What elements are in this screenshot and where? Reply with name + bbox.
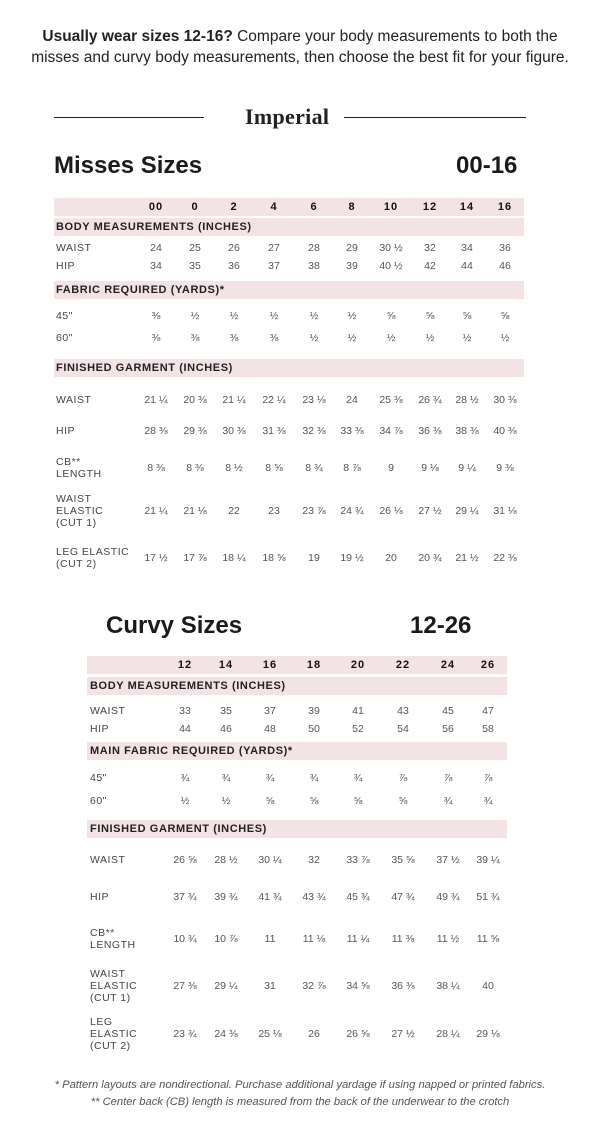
footnote-1: * Pattern layouts are nondirectional. Purchase additional yardage if using napped or printed fabrics. [54, 1079, 546, 1091]
table-cell: 39 ¾ [214, 891, 238, 903]
table-cell: 35 [220, 705, 232, 717]
table-cell: ⅜ [269, 332, 279, 344]
table-cell: 40 [482, 980, 494, 992]
table-cell: 46 [220, 723, 232, 735]
table-cell: 40 ½ [379, 260, 403, 272]
table-cell: 17 ½ [144, 552, 168, 564]
table-cell: 18 ¼ [222, 552, 246, 564]
row-label: WAIST ELASTIC (CUT 1) [56, 493, 104, 529]
row-label: HIP [90, 891, 110, 903]
table-cell: 24 [346, 394, 358, 406]
table-cell: ½ [309, 332, 319, 344]
table-cell: 9 ⅛ [421, 462, 439, 474]
row-label: 45" [90, 772, 107, 784]
table-cell: ½ [386, 332, 396, 344]
table-cell: 29 ⅜ [183, 425, 207, 437]
table-cell: ½ [347, 332, 357, 344]
table-cell: 48 [264, 723, 276, 735]
table-cell: 23 ⅛ [302, 394, 326, 406]
table-cell: 17 ⅞ [183, 552, 207, 564]
intro-line2: misses and curvy body measurements, then choose the best fit for your figure. [31, 49, 569, 66]
table-cell: 24 [150, 242, 162, 254]
table-cell: 26 [308, 1028, 320, 1040]
table-cell: 23 [268, 505, 280, 517]
row-label: LEG ELASTIC (CUT 2) [56, 546, 130, 570]
table-cell: 21 ¼ [144, 505, 168, 517]
table-cell: ⅜ [151, 332, 161, 344]
row-label: WAIST ELASTIC (CUT 1) [90, 968, 138, 1004]
table-cell: 26 ¾ [418, 394, 442, 406]
table-cell: 33 [179, 705, 191, 717]
row-label: 60" [56, 332, 73, 344]
table-cell: ⅞ [483, 772, 493, 784]
table-cell: 11 ⅝ [476, 933, 500, 945]
table-cell: 36 [499, 242, 511, 254]
size-column-header: 16 [262, 659, 278, 671]
table-cell: 19 [308, 552, 320, 564]
size-column-header: 12 [177, 659, 193, 671]
size-column-header: 14 [218, 659, 234, 671]
size-column-header: 18 [306, 659, 322, 671]
table-cell: 50 [308, 723, 320, 735]
section-header: BODY MEASUREMENTS (INCHES) [56, 221, 252, 233]
table-cell: 34 ⅞ [379, 425, 403, 437]
table-cell: ¾ [221, 772, 231, 784]
table-cell: ½ [269, 310, 279, 322]
table-cell: ⅝ [425, 310, 435, 322]
table-cell: 32 ⅞ [302, 980, 326, 992]
table-cell: 37 [264, 705, 276, 717]
divider-right [344, 117, 526, 118]
table-cell: 21 ⅛ [183, 505, 207, 517]
table-cell: ½ [221, 795, 231, 807]
table-cell: 34 [150, 260, 162, 272]
table-cell: 31 [264, 980, 276, 992]
table-cell: 29 ⅛ [476, 1028, 500, 1040]
table-cell: 28 ½ [214, 854, 238, 866]
table-cell: 9 [388, 462, 394, 474]
table-cell: 37 [268, 260, 280, 272]
table-cell: 36 ⅜ [418, 425, 442, 437]
table-cell: 42 [424, 260, 436, 272]
table-cell: 10 ¾ [173, 933, 197, 945]
table-cell: 28 ¼ [436, 1028, 460, 1040]
table-cell: 26 ⅝ [173, 854, 197, 866]
table-cell: 45 [442, 705, 454, 717]
table-cell: 56 [442, 723, 454, 735]
table-cell: 8 ⅜ [186, 462, 204, 474]
size-column-header: 00 [148, 201, 164, 213]
table-cell: ¾ [483, 795, 493, 807]
table-cell: 27 ½ [391, 1028, 415, 1040]
table-cell: 24 ¾ [340, 505, 364, 517]
table-cell: 30 ⅜ [222, 425, 246, 437]
row-label: WAIST [56, 394, 92, 406]
table-cell: 40 ⅜ [493, 425, 517, 437]
table-cell: ⅝ [500, 310, 510, 322]
size-column-header: 4 [270, 201, 278, 213]
table-cell: ⅝ [462, 310, 472, 322]
table-cell: 58 [482, 723, 494, 735]
row-label: 60" [90, 795, 107, 807]
size-column-header: 26 [480, 659, 496, 671]
table-cell: ¾ [265, 772, 275, 784]
table-cell: 43 [397, 705, 409, 717]
table-cell: ¾ [353, 772, 363, 784]
table-cell: 27 ½ [418, 505, 442, 517]
table-cell: ⅜ [229, 332, 239, 344]
table-cell: 32 [424, 242, 436, 254]
table-cell: 41 ¾ [258, 891, 282, 903]
table-cell: 21 ½ [455, 552, 479, 564]
row-label: WAIST [90, 705, 126, 717]
table-cell: ⅜ [190, 332, 200, 344]
table-cell: 11 ⅜ [391, 933, 415, 945]
size-column-header: 8 [348, 201, 356, 213]
table-cell: ¾ [180, 772, 190, 784]
table-cell: 11 ¼ [346, 933, 370, 945]
row-label: CB** LENGTH [56, 456, 102, 480]
table-cell: 29 ¼ [214, 980, 238, 992]
row-label: CB** LENGTH [90, 927, 136, 951]
table-cell: 18 ⅝ [262, 552, 286, 564]
size-column-header: 14 [459, 201, 475, 213]
table-cell: 22 ⅜ [493, 552, 517, 564]
table-cell: 27 ⅜ [173, 980, 197, 992]
table-cell: 34 ⅝ [346, 980, 370, 992]
table-cell: 39 ¼ [476, 854, 500, 866]
table-cell: ⅝ [353, 795, 363, 807]
curvy-title: Curvy Sizes [106, 612, 243, 639]
table-cell: ½ [229, 310, 239, 322]
row-label: LEG ELASTIC (CUT 2) [90, 1016, 138, 1052]
section-header: MAIN FABRIC REQUIRED (YARDS)* [90, 745, 293, 757]
row-label: HIP [56, 260, 76, 272]
table-cell: 20 [385, 552, 397, 564]
table-cell: 20 ⅜ [183, 394, 207, 406]
table-cell: ⅝ [398, 795, 408, 807]
table-cell: 25 ⅛ [258, 1028, 282, 1040]
size-column-header: 16 [497, 201, 513, 213]
table-cell: 19 ½ [340, 552, 364, 564]
table-cell: 39 [308, 705, 320, 717]
table-cell: 22 ¼ [262, 394, 286, 406]
table-cell: 25 ⅜ [379, 394, 403, 406]
table-cell: 32 ⅜ [302, 425, 326, 437]
table-cell: 11 ½ [436, 933, 460, 945]
table-cell: 54 [397, 723, 409, 735]
row-label: 45" [56, 310, 73, 322]
table-cell: 36 [228, 260, 240, 272]
table-cell: 24 ⅜ [214, 1028, 238, 1040]
intro-line1: Compare your body measurements to both the [232, 28, 558, 45]
table-cell: 32 [308, 854, 320, 866]
table-cell: 27 [268, 242, 280, 254]
table-cell: 51 ¾ [476, 891, 500, 903]
table-cell: 28 ⅜ [144, 425, 168, 437]
table-cell: 34 [461, 242, 473, 254]
table-cell: 26 [228, 242, 240, 254]
table-cell: 21 ¼ [222, 394, 246, 406]
table-cell: ½ [309, 310, 319, 322]
size-column-header: 0 [191, 201, 199, 213]
table-cell: 30 ⅜ [493, 394, 517, 406]
table-cell: 33 ⅞ [346, 854, 370, 866]
table-cell: 37 ½ [436, 854, 460, 866]
table-cell: ⅝ [309, 795, 319, 807]
table-cell: ⅞ [443, 772, 453, 784]
row-label: WAIST [56, 242, 92, 254]
intro-bold: Usually wear sizes 12-16? [42, 28, 233, 45]
table-cell: ½ [425, 332, 435, 344]
section-header: BODY MEASUREMENTS (INCHES) [90, 680, 286, 692]
row-label: WAIST [90, 854, 126, 866]
table-cell: 28 [308, 242, 320, 254]
table-cell: 37 ¾ [173, 891, 197, 903]
table-cell: 47 ¾ [391, 891, 415, 903]
table-cell: ⅞ [398, 772, 408, 784]
table-cell: 11 [264, 933, 276, 945]
table-cell: 35 ⅝ [391, 854, 415, 866]
table-cell: 8 ½ [225, 462, 243, 474]
table-cell: 29 ¼ [455, 505, 479, 517]
size-column-header: 24 [440, 659, 456, 671]
table-cell: 21 ¼ [144, 394, 168, 406]
table-cell: 8 ¾ [305, 462, 323, 474]
table-cell: 45 ¾ [346, 891, 370, 903]
table-cell: 43 ¾ [302, 891, 326, 903]
table-cell: 30 ½ [379, 242, 403, 254]
misses-title: Misses Sizes [54, 152, 203, 179]
size-column-header: 6 [310, 201, 318, 213]
table-cell: 23 ⅞ [302, 505, 326, 517]
table-cell: 31 ⅛ [493, 505, 517, 517]
section-header: FINISHED GARMENT (INCHES) [56, 362, 233, 374]
table-cell: 29 [346, 242, 358, 254]
table-cell: 35 [189, 260, 201, 272]
table-cell: 39 [346, 260, 358, 272]
table-cell: ⅝ [386, 310, 396, 322]
table-cell: ½ [180, 795, 190, 807]
size-column-header: 20 [350, 659, 366, 671]
divider-left [54, 117, 204, 118]
unit-heading-text: Imperial [245, 104, 330, 129]
row-label: HIP [90, 723, 110, 735]
section-header: FABRIC REQUIRED (YARDS)* [56, 284, 225, 296]
size-column-header: 2 [230, 201, 238, 213]
table-cell: 38 ¼ [436, 980, 460, 992]
table-cell: 46 [499, 260, 511, 272]
section-header: FINISHED GARMENT (INCHES) [90, 823, 267, 835]
table-cell: ½ [190, 310, 200, 322]
table-cell: 30 ¼ [258, 854, 282, 866]
misses-range: 00-16 [456, 152, 518, 179]
table-cell: 33 ⅜ [340, 425, 364, 437]
table-cell: 28 ½ [455, 394, 479, 406]
table-cell: 9 ¼ [458, 462, 476, 474]
table-cell: 22 [228, 505, 240, 517]
table-cell: 8 ⅞ [343, 462, 361, 474]
table-cell: 47 [482, 705, 494, 717]
table-cell: ¾ [309, 772, 319, 784]
size-column-header: 10 [383, 201, 399, 213]
footnote-2: ** Center back (CB) length is measured from the back of the underwear to the crotch [90, 1096, 510, 1108]
table-cell: 38 [308, 260, 320, 272]
table-cell: 44 [179, 723, 191, 735]
table-cell: ½ [462, 332, 472, 344]
table-cell: ¾ [443, 795, 453, 807]
table-cell: 26 ⅝ [346, 1028, 370, 1040]
curvy-range: 12-26 [410, 612, 472, 639]
table-cell: 38 ⅜ [455, 425, 479, 437]
table-cell: 52 [352, 723, 364, 735]
table-cell: 20 ¾ [418, 552, 442, 564]
table-cell: 41 [352, 705, 364, 717]
table-cell: 8 ⅜ [147, 462, 165, 474]
table-cell: 11 ⅛ [302, 933, 326, 945]
unit-heading [54, 104, 526, 130]
row-label: HIP [56, 425, 76, 437]
table-cell: 49 ¾ [436, 891, 460, 903]
size-column-header: 12 [422, 201, 438, 213]
table-cell: 44 [461, 260, 473, 272]
size-column-header: 22 [395, 659, 411, 671]
table-cell: 26 ⅛ [379, 505, 403, 517]
table-cell: ⅝ [265, 795, 275, 807]
table-cell: ½ [347, 310, 357, 322]
table-cell: 25 [189, 242, 201, 254]
table-cell: 31 ⅜ [262, 425, 286, 437]
intro-text [0, 26, 600, 68]
table-cell: 9 ⅜ [496, 462, 514, 474]
table-cell: 36 ⅜ [391, 980, 415, 992]
table-cell: ½ [500, 332, 510, 344]
table-cell: ⅜ [151, 310, 161, 322]
table-cell: 10 ⅞ [214, 933, 238, 945]
table-cell: 23 ¾ [173, 1028, 197, 1040]
table-cell: 8 ⅝ [265, 462, 283, 474]
